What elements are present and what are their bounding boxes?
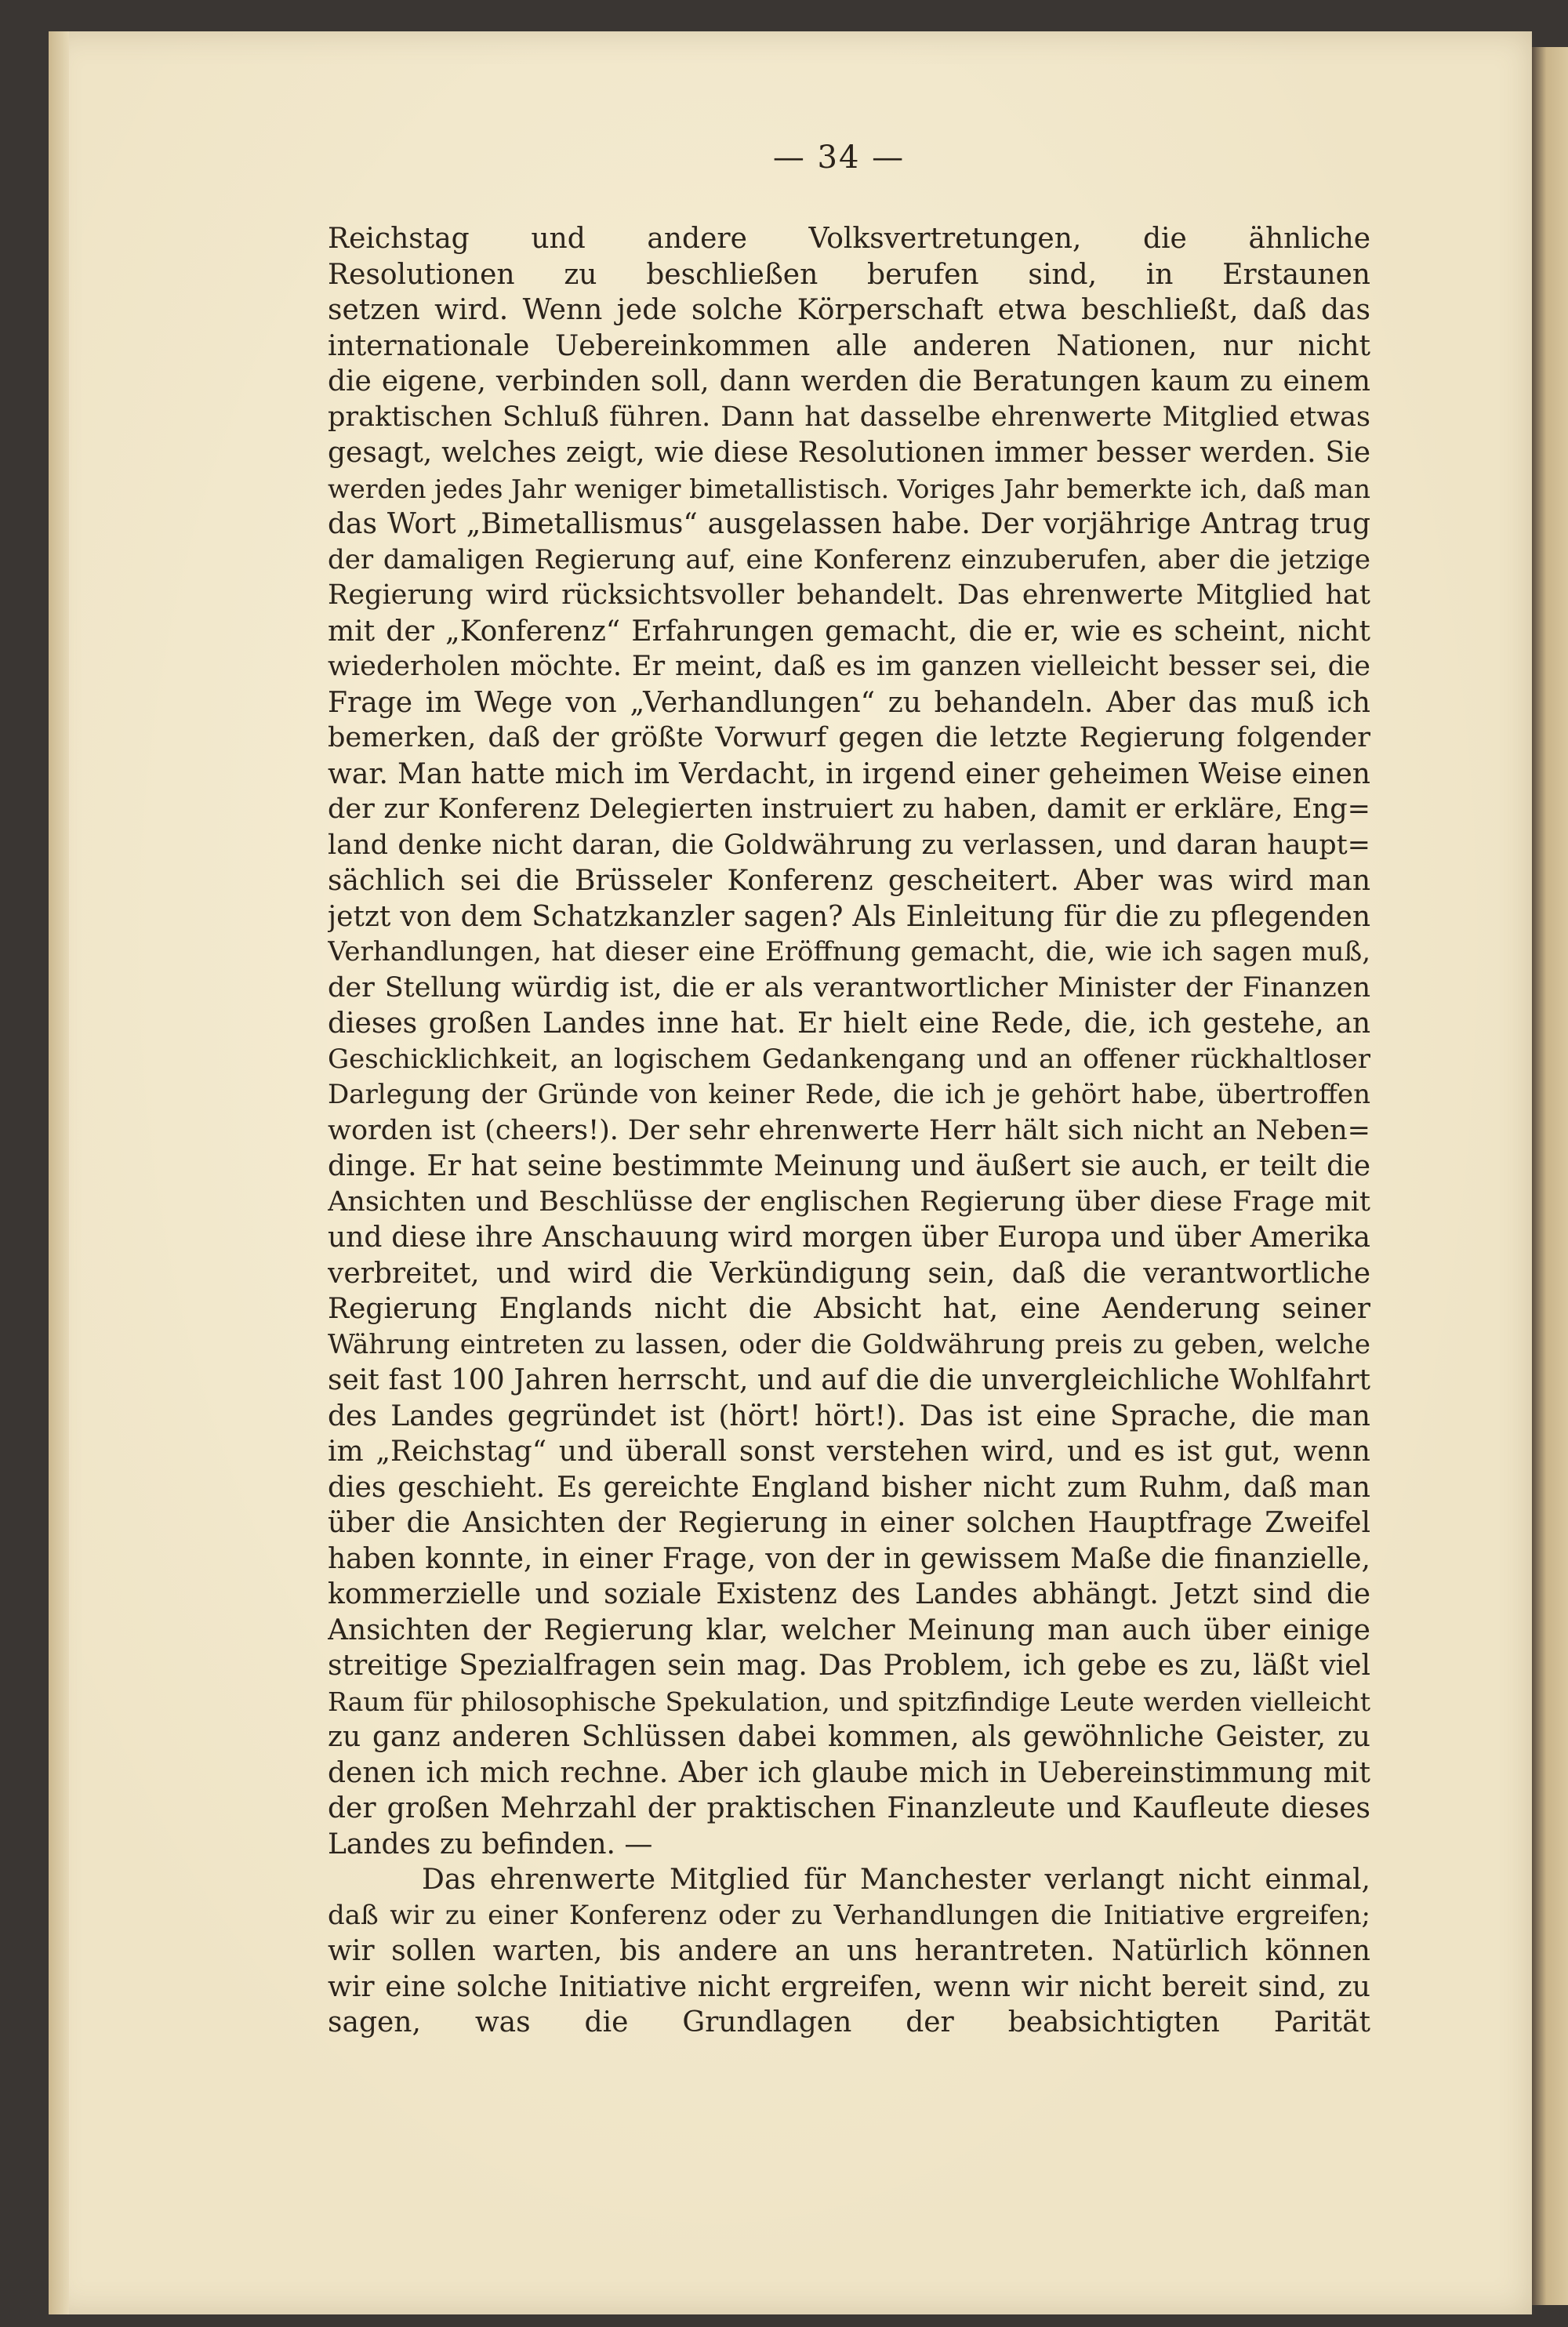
text-line: über die Ansichten der Regierung in einer solchen Hauptfrage Zweifel xyxy=(328,1507,1370,1539)
text-line: und diese ihre Anschauung wird morgen über Europa und über Amerika xyxy=(328,1222,1370,1254)
text-line: Reichstag und andere Volksvertretungen, die ähnliche xyxy=(328,223,1370,255)
text-line: zu ganz anderen Schlüssen dabei kommen, als gewöhnliche Geister, zu xyxy=(328,1721,1370,1753)
text-line: Ansichten der Regierung klar, welcher Meinung man auch über einige xyxy=(328,1614,1370,1646)
facing-page-edge xyxy=(1532,47,1568,2305)
text-line: seit fast 100 Jahren herrscht, und auf die die unvergleichliche Wohlfahrt xyxy=(328,1364,1370,1396)
text-line: Regierung wird rücksichtsvoller behandelt. Das ehrenwerte Mitglied hat xyxy=(328,579,1370,611)
text-line: setzen wird. Wenn jede solche Körperschaft etwa beschließt, daß das xyxy=(328,294,1370,326)
text-line: gesagt, welches zeigt, wie diese Resolutionen immer besser werden. Sie xyxy=(328,437,1370,469)
text-line: die eigene, verbinden soll, dann werden die Beratungen kaum zu einem xyxy=(328,365,1370,398)
text-line: verbreitet, und wird die Verkündigung sein, daß die verantwortliche xyxy=(328,1257,1370,1290)
text-line: streitige Spezialfragen sein mag. Das Problem, ich gebe es zu, läßt viel xyxy=(328,1650,1370,1682)
page-number: — 34 — xyxy=(772,140,906,176)
text-line: wir eine solche Initiative nicht ergreifen, wenn wir nicht bereit sind, zu xyxy=(328,1970,1370,2003)
text-line: worden ist (cheers!). Der sehr ehrenwerte Herr hält sich nicht an Neben= xyxy=(328,1114,1370,1146)
text-line: dies geschieht. Es gereichte England bisher nicht zum Ruhm, daß man xyxy=(328,1471,1370,1504)
text-line: des Landes gegründet ist (hört! hört!). Das ist eine Sprache, die man xyxy=(328,1399,1370,1432)
text-line: dinge. Er hat seine bestimmte Meinung und äußert sie auch, er teilt die xyxy=(328,1150,1370,1182)
text-line: jetzt von dem Schatzkanzler sagen? Als Einleitung für die zu pflegenden xyxy=(328,900,1370,933)
body-text xyxy=(328,221,1370,2041)
text-line: der damaligen Regierung auf, eine Konferenz einzuberufen, aber die jetzige xyxy=(328,543,1370,575)
text-line: land denke nicht daran, die Goldwährung zu verlassen, und daran haupt= xyxy=(328,829,1370,861)
text-line: sächlich sei die Brüsseler Konferenz gescheitert. Aber was wird man xyxy=(328,865,1370,897)
text-line: haben konnte, in einer Frage, von der in gewissem Maße die finanzielle, xyxy=(328,1542,1370,1575)
text-line: Regierung Englands nicht die Absicht hat, eine Aenderung seiner xyxy=(328,1293,1370,1325)
text-line: Das ehrenwerte Mitglied für Manchester verlangt nicht einmal, xyxy=(422,1864,1370,1896)
text-line: Landes zu befinden. — xyxy=(328,1828,653,1861)
text-line: wiederholen möchte. Er meint, daß es im ganzen vielleicht besser sei, die xyxy=(328,651,1370,682)
text-line: wir sollen warten, bis andere an uns herantreten. Natürlich können xyxy=(328,1935,1370,1967)
text-line: war. Man hatte mich im Verdacht, in irgend einer geheimen Weise einen xyxy=(328,757,1370,790)
text-line: Verhandlungen, hat dieser eine Eröffnung gemacht, die, wie ich sagen muß, xyxy=(328,936,1370,967)
text-line: bemerken, daß der größte Vorwurf gegen die letzte Regierung folgender xyxy=(328,722,1370,753)
text-line: kommerzielle und soziale Existenz des Landes abhängt. Jetzt sind die xyxy=(328,1578,1370,1610)
text-line: daß wir zu einer Konferenz oder zu Verhandlungen die Initiative ergreifen; xyxy=(328,1899,1370,1931)
text-line: Frage im Wege von „Verhandlungen“ zu behandeln. Aber das muß ich xyxy=(328,686,1370,719)
page-gutter xyxy=(49,31,69,2314)
text-line: der zur Konferenz Delegierten instruiert zu haben, damit er erkläre, Eng= xyxy=(328,793,1370,825)
text-line: denen ich mich rechne. Aber ich glaube mich in Uebereinstimmung mit xyxy=(328,1756,1370,1789)
text-line: das Wort „Bimetallismus“ ausgelassen habe. Der vorjährige Antrag trug xyxy=(328,508,1370,540)
text-line: dieses großen Landes inne hat. Er hielt eine Rede, die, ich gestehe, an xyxy=(328,1007,1370,1040)
text-line: der Stellung würdig ist, die er als verantwortlicher Minister der Finanzen xyxy=(328,971,1370,1004)
text-line: sagen, was die Grundlagen der beabsichtigten Parität xyxy=(328,2006,1370,2038)
text-line: Geschicklichkeit, an logischem Gedankengang und an offener rückhaltloser xyxy=(328,1043,1370,1075)
text-line: Währung eintreten zu lassen, oder die Goldwährung preis zu geben, welche xyxy=(328,1328,1370,1360)
text-line: werden jedes Jahr weniger bimetallistisch. Voriges Jahr bemerkte ich, daß man xyxy=(328,473,1370,504)
text-line: Darlegung der Gründe von keiner Rede, die ich je gehört habe, übertroffen xyxy=(328,1079,1370,1110)
text-line: praktischen Schluß führen. Dann hat dasselbe ehrenwerte Mitglied etwas xyxy=(328,401,1370,433)
text-line: im „Reichstag“ und überall sonst verstehen wird, und es ist gut, wenn xyxy=(328,1436,1370,1468)
text-line: der großen Mehrzahl der praktischen Finanzleute und Kaufleute dieses xyxy=(328,1792,1370,1824)
text-line: internationale Uebereinkommen alle anderen Nationen, nur nicht xyxy=(328,329,1370,362)
text-line: Ansichten und Beschlüsse der englischen Regierung über diese Frage mit xyxy=(328,1185,1370,1218)
text-line: Raum für philosophische Spekulation, und spitzfindige Leute werden vielleicht xyxy=(328,1686,1370,1717)
text-line: mit der „Konferenz“ Erfahrungen gemacht, die er, wie es scheint, nicht xyxy=(328,615,1370,648)
text-line: Resolutionen zu beschließen berufen sind, in Erstaunen xyxy=(328,258,1370,291)
